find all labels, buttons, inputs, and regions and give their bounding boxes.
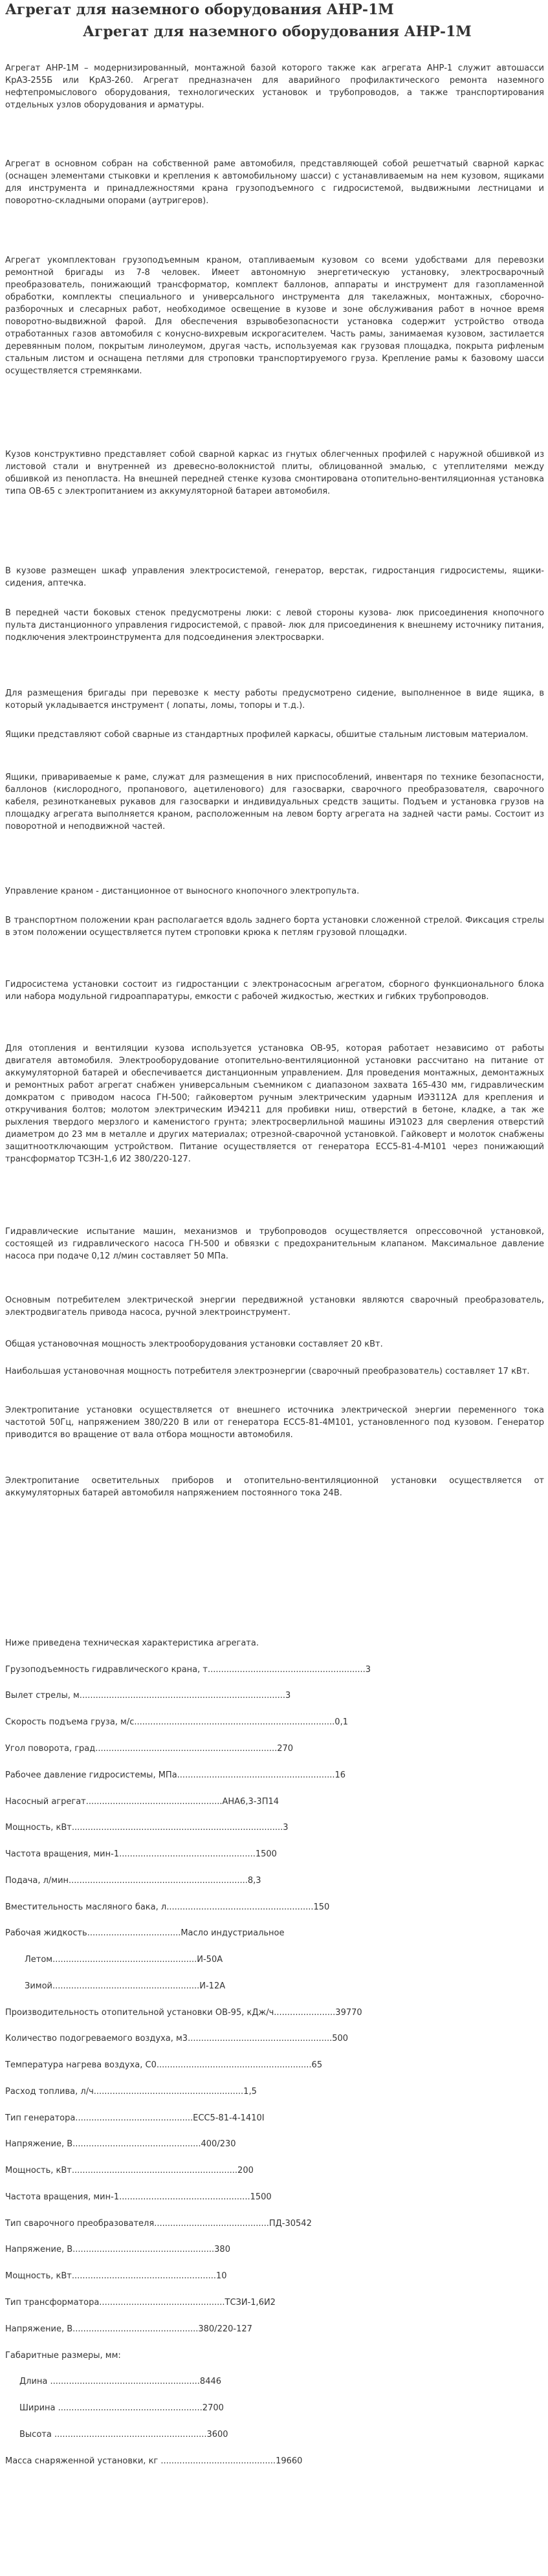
paragraph-boxes-crane: Ящики, привариваемые к раме, служат для размещения в них приспособлений, инвентаря по технике безопасности, баллонов (кислородного, пропанового, ацетиленового) для газосварки, сварочного преобразователя, сварочного кабеля, резинотканевых рукавов для газосварки и индивидуальных средств защиты. Подъем и установка грузов на площадку агрегата выполняется краном, расположенным на левом борту агрегата на задней части рамы. Состоит из поворотной и неподвижной частей. — [5, 773, 544, 831]
spec-heater-output: Производительность отопительной установки ОВ-95, кДж/ч.......................39770 — [5, 2008, 362, 2018]
spec-crane-capacity: Грузоподъемность гидравлического крана, т...........................................................3 — [5, 1665, 371, 1675]
paragraph-intro: Агрегат АНР-1М – модернизированный, монтажной базой которого также как агрегата АНР-1 служит автошасси КрАЗ-255Б или КрАЗ-260. Агрегат предназначен для аварийного профилактического ремонта наземного нефтепромыслового оборудования, технологических установок и трубопроводов, а также транспортирования отдельных узлов оборудования и арматуры. — [5, 63, 544, 110]
spec-welder-power: Мощность, кВт......................................................10 — [5, 2271, 227, 2281]
spec-pump-flow: Подача, л/мин...................................................................8,3 — [5, 1876, 261, 1886]
spec-air-volume: Количество подогреваемого воздуха, м3......................................................500 — [5, 2034, 349, 2043]
spec-curb-weight: Масса снаряженной установки, кг ...........................................19660 — [5, 2456, 303, 2466]
spec-oil-tank: Вместительность масляного бака, л.......................................................150 — [5, 1902, 330, 1912]
spec-rotation-angle: Угол поворота, град....................................................................270 — [5, 1744, 294, 1754]
paragraph-power-supply: Электропитание установки осуществляется от внешнего источника электрической энергии переменного тока частотой 50Гц, напряжением 380/220 В или от генератора ЕСС5-81-4М101, установленного под кузовом. Генератор приводится во вращение от вала отбора мощности автомобиля. — [5, 1405, 544, 1440]
paragraph-max-power: Наибольшая установочная мощность потребителя электроэнергии (сварочный преобразователь) составляет 17 кВт. — [5, 1367, 530, 1376]
spec-transformer-type: Тип трансформатора...............................................ТСЗИ-1,6И2 — [5, 2298, 276, 2307]
spec-working-fluid: Рабочая жидкость...................................Масло индустриальное — [5, 1928, 285, 1938]
paragraph-hydraulics: Гидросистема установки состоит из гидростанции с электронасосным агрегатом, сборного функционального блока или набора модульной гидроаппаратуры, емкости с рабочей жидкостью, жестких и гибких трубопроводов. — [5, 980, 544, 1002]
paragraph-transport: В транспортном положении кран располагается вдоль заднего борта установки сложенной стрелой. Фиксация стрелы в этом положении осуществляется путем строповки крюка к петлям грузовой площадки. — [5, 916, 544, 938]
page-header-title: Агрегат для наземного оборудования АНР-1М — [5, 1, 394, 18]
spec-generator-rpm: Частота вращения, мин-1.................................................1500 — [5, 2192, 272, 2202]
paragraph-boxes: Ящики представляют собой сварные из стандартных профилей каркасы, обшитые стальным листовым материалом. — [5, 730, 529, 740]
spec-lift-speed: Скорость подъема груза, м/с...........................................................................0,1 — [5, 1717, 348, 1727]
spec-welder-type: Тип сварочного преобразователя...........................................ПД-30542 — [5, 2219, 312, 2229]
paragraph-lighting: Электропитание осветительных приборов и отопительно-вентиляционной установки осуществляется от аккумуляторных батарей автомобиля напряжением постоянного тока 24В. — [5, 1476, 544, 1498]
paragraph-body-contents: В кузове размещен шкаф управления электросистемой, генератор, верстак, гидростанция гидросистемы, ящики-сидения, аптечка. — [5, 566, 544, 588]
paragraph-body: Кузов конструктивно представляет собой сварной каркас из гнутых облегченных профилей с наружной обшивкой из листовой стали и внутренней из древесно-волокнистой плиты, облицованной эмалью, с утеплителями между обшивкой из пенопласта. На внешней передней стенке кузова смонтирована отопительно-вентиляционная установка типа ОВ-65 с электропитанием из аккумуляторной батареи автомобиля. — [5, 450, 544, 496]
spec-generator-power: Мощность, кВт..............................................................200 — [5, 2166, 254, 2175]
spec-fluid-summer: Летом......................................................И-50А — [25, 1955, 223, 1965]
paragraph-crane-control: Управление краном - дистанционное от выносного кнопочного электропульта. — [5, 886, 360, 896]
spec-pump-unit: Насосный агрегат...................................................АНА6,3-3П14 — [5, 1797, 279, 1807]
spec-transformer-voltage: Напряжение, В...............................................380/220-127 — [5, 2324, 252, 2334]
spec-fluid-winter: Зимой.......................................................И-12А — [25, 1981, 226, 1991]
paragraph-hatches: В передней части боковых стенок предусмотрены люки: с левой стороны кузова- люк присоединения кнопочного пульта дистанционного управления гидросистемой, с правой- люк для присоединения к внешнему источнику питания, подключения электроинструмента для подсоединения электросварки. — [5, 608, 544, 643]
paragraph-consumers: Основным потребителем электрической энергии передвижной установки являются сварочный преобразователь, электродвигатель привода насоса, ручной электроинструмент. — [5, 1295, 544, 1317]
spec-generator-voltage: Напряжение, В................................................400/230 — [5, 2139, 236, 2149]
spec-dimensions-heading: Габаритные размеры, мм: — [5, 2351, 121, 2361]
spec-length: Длина ........................................................8446 — [19, 2377, 222, 2386]
paragraph-testing: Гидравлические испытание машин, механизмов и трубопроводов осуществляется опрессовочной установкой, состоящей из гидравлического насоса ГН-500 и обвязки с предохранительным клапаном. Максимальное давление насоса при подаче 0,12 л/мин составляет 50 МПа. — [5, 1227, 544, 1261]
spec-width: Ширина ......................................................2700 — [19, 2403, 224, 2413]
paragraph-frame: Агрегат в основном собран на собственной раме автомобиля, представляющей собой решетчатый сварной каркас (оснащен элементами стыковки и крепления к автомобильному шасси) с устанавливаемым на нем кузовом, ящиками для инструмента и принадлежностями крана грузоподъемного с гидросистемой, выдвижными лестницами и поворотно-складными опорами (аутригеров). — [5, 159, 544, 206]
spec-generator-type: Тип генератора............................................ЕСС5-81-4-1410I — [5, 2113, 265, 2123]
spec-welder-voltage: Напряжение, В.....................................................380 — [5, 2245, 230, 2254]
spec-hydraulic-pressure: Рабочее давление гидросистемы, МПа...........................................................16 — [5, 1770, 346, 1780]
spec-height: Высота .........................................................3600 — [19, 2430, 228, 2439]
spec-fuel-consumption: Расход топлива, л/ч........................................................1,5 — [5, 2087, 257, 2097]
paragraph-total-power: Общая установочная мощность электрооборудования установки составляет 20 кВт. — [5, 1339, 383, 1349]
spec-pump-rpm: Частота вращения, мин-1...................................................1500 — [5, 1849, 277, 1859]
article-title: Агрегат для наземного оборудования АНР-1М — [83, 23, 472, 40]
spec-air-temperature: Температура нагрева воздуха, С0..........................................................65 — [5, 2060, 323, 2070]
paragraph-equipment: Агрегат укомплектован грузоподъемным краном, отапливаемым кузовом со всеми удобствами для перевозки ремонтной бригады из 7-8 человек. Имеет автономную энергетическую установку, электросварочный преобразователь, понижающий трансформатор, комплект баллонов, аппараты и инструмент для газопламенной обработки, комплекты специального и универсального инструмента для такелажных, монтажных, сборочно-разборочных и слесарных работ, необходимое освещение в кузове и зоне обслуживания работ в ночное время поворотно-выдвижной фарой. Для обеспечения взрывобезопасности установка содержит устройство отвода отработанных газов автомобиля с конусно-вихревым искрогасителем. Часть рамы, занимаемая кузовом, застилается деревянным полом, покрытым линолеумом, другая часть, используемая как грузовая площадка, покрыта рифленым стальным листом и оснащена петлями для строповки транспортируемого груза. Крепление рамы к базовому шасси осуществляется стремянками. — [5, 256, 544, 376]
paragraph-seating: Для размещения бригады при перевозке к месту работы предусмотрено сидение, выполненное в виде ящика, в который укладывается инструмент ( лопаты, ломы, топоры и т.д.). — [5, 688, 544, 710]
spec-boom-reach: Вылет стрелы, м.............................................................................3 — [5, 1691, 291, 1701]
specs-intro: Ниже приведена техническая характеристика агрегата. — [5, 1638, 259, 1648]
spec-pump-power: Мощность, кВт...............................................................................3 — [5, 1823, 289, 1833]
paragraph-heating-tools: Для отопления и вентиляции кузова используется установка ОВ-95, которая работает независимо от работы двигателя автомобиля. Электрооборудование отопительно-вентиляционной установки рассчитано на питание от аккумуляторной батарей и обеспечивается дистанционным управлением. Для проведения монтажных, демонтажных и ремонтных работ агрегат снабжен универсальным съемником с диапазоном захвата 165-430 мм, гидравлическим домкратом с приводом насоса ГН-500; гайковертом ручным электрическим ударным ИЭ3112А для крепления и откручивания болтов; молотом электрическим ИЭ4211 для пробивки ниш, отверстий в бетоне, кладке, а так же рыхления твердого мерзлого и каменистого грунта; электросверлильной машины ИЭ1023 для сверления отверстий диаметром до 23 мм в металле и других материалах; отрезной-сварочной установкой. Гайковерт и молоток снабжены защитноотключающим устройством. Питание осуществляется от генератора ЕСС5-81-4-М101 через понижающий трансформатор ТСЗН-1,6 И2 380/220-127. — [5, 1044, 544, 1164]
